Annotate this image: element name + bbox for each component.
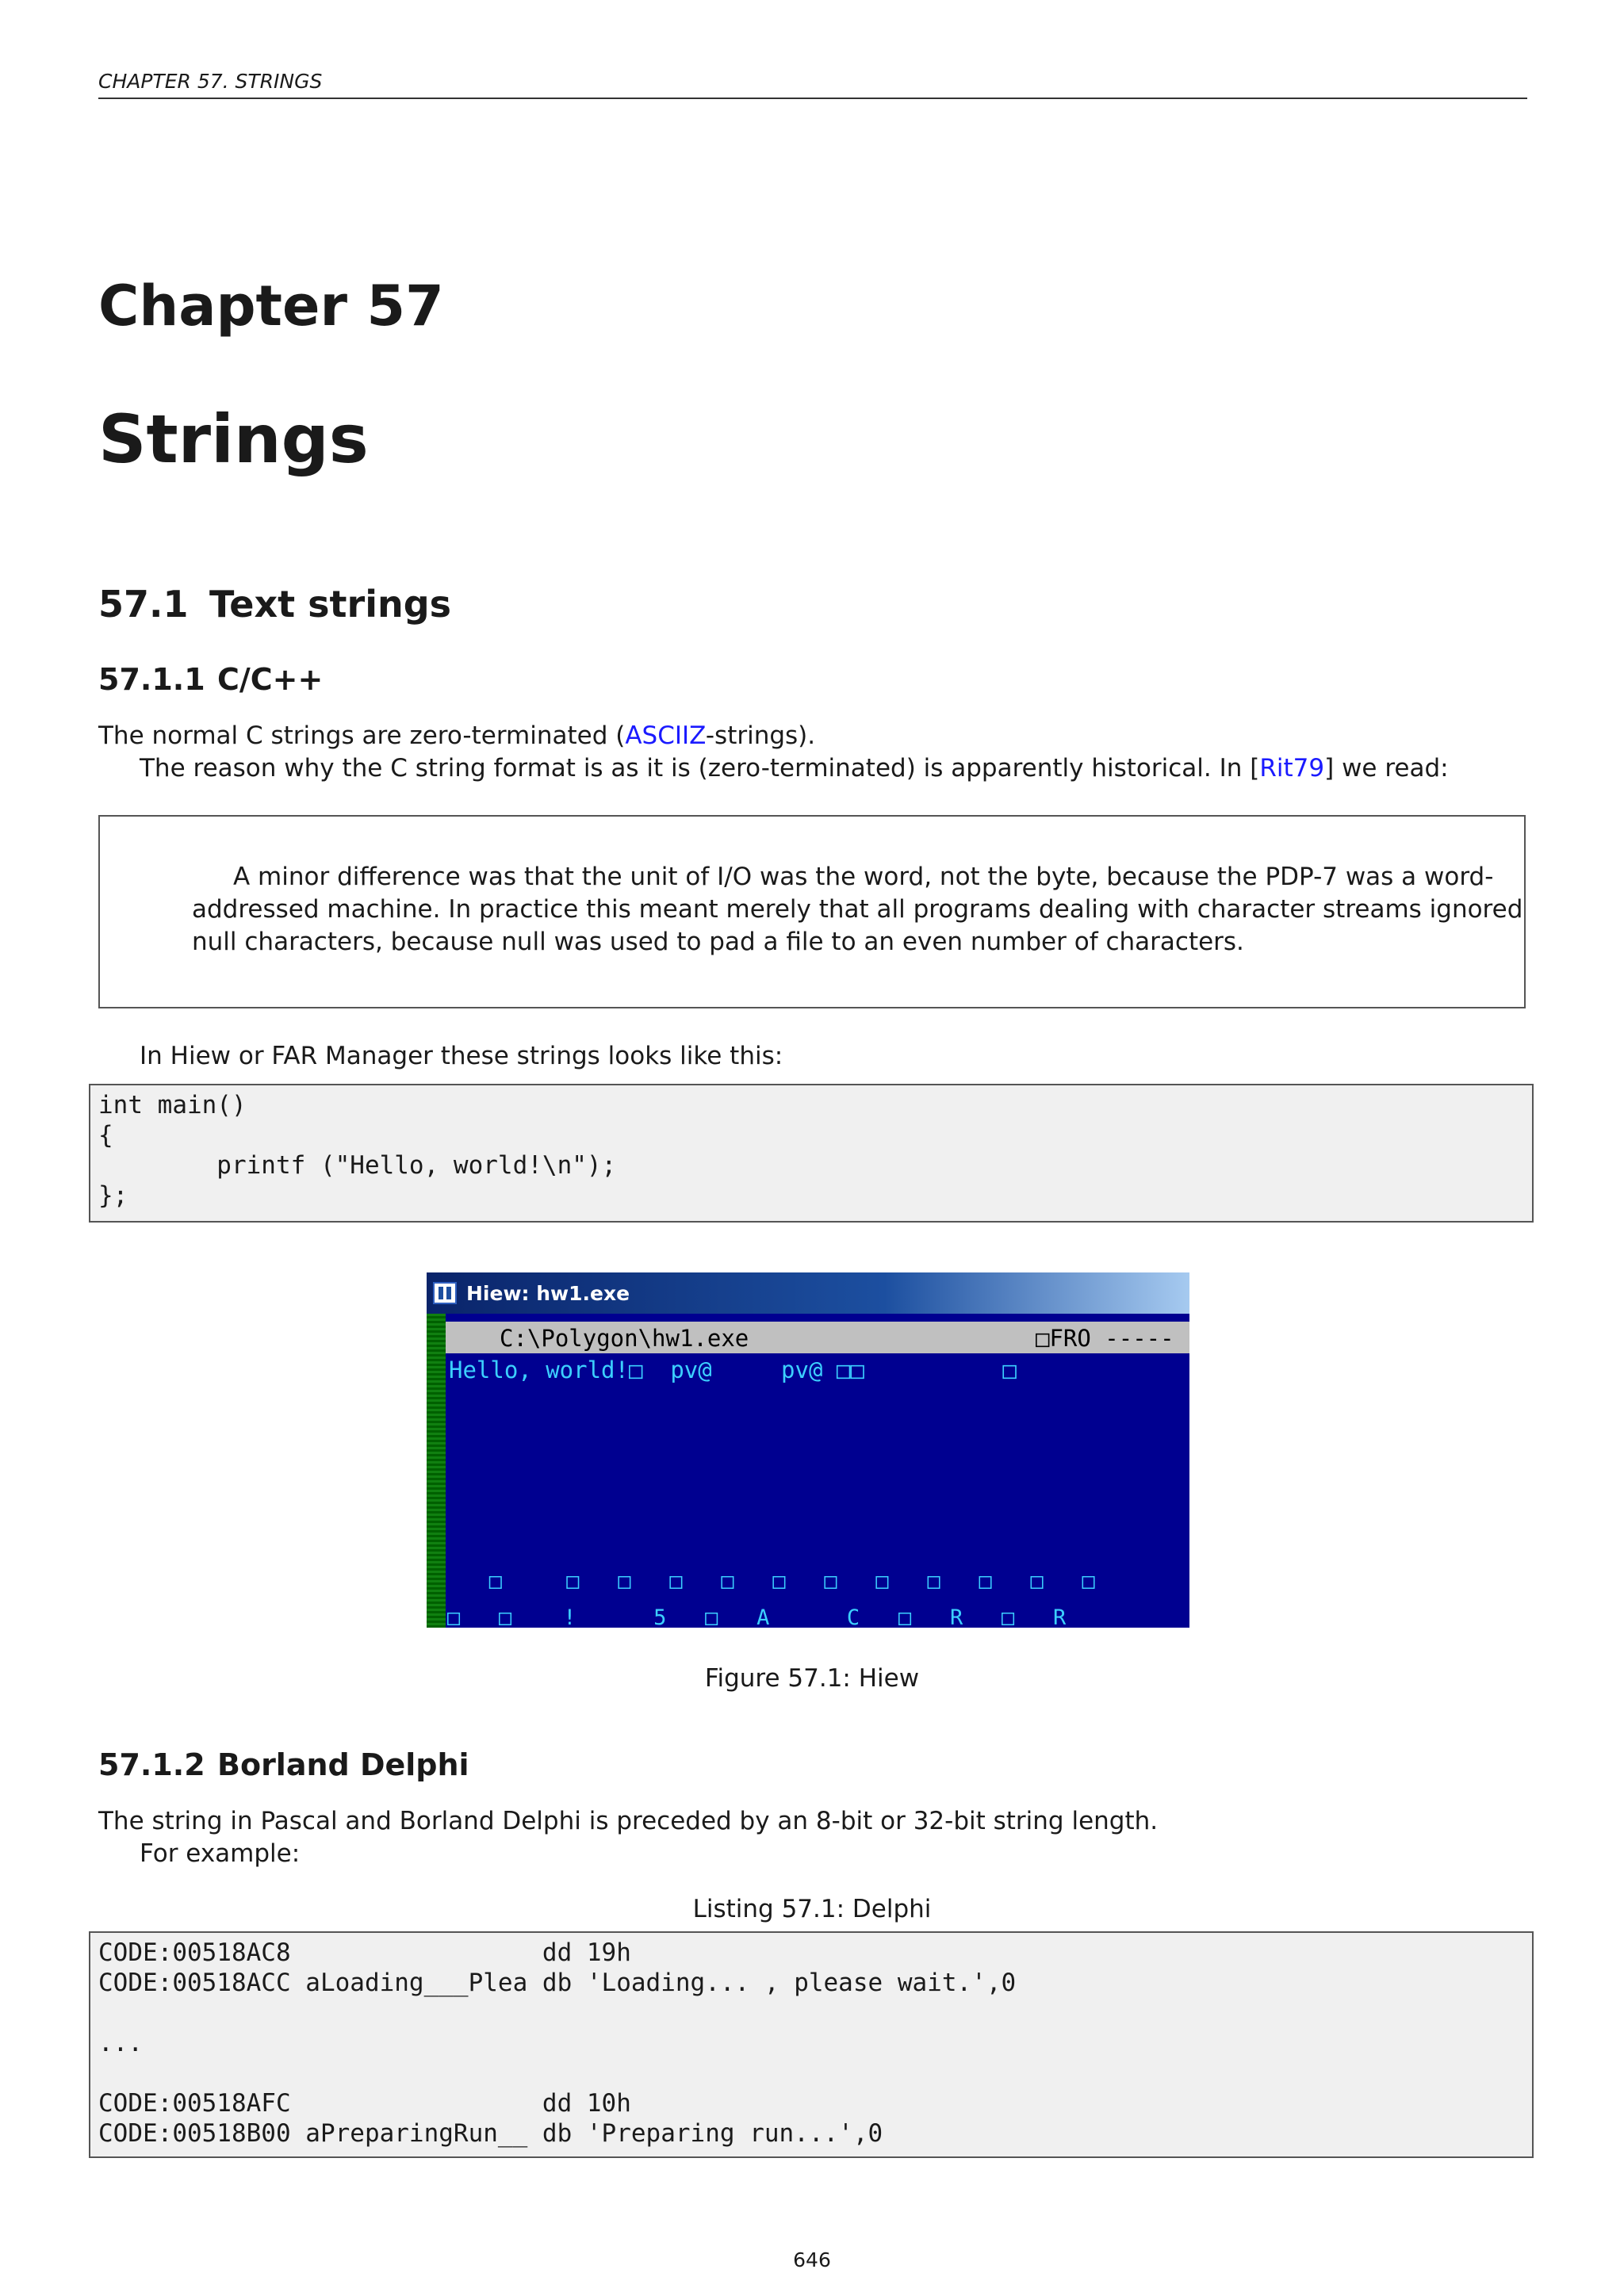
text: The normal C strings are zero-terminated (: [98, 721, 626, 750]
code-line: int main(): [98, 1091, 247, 1119]
subsection-number: 57.1.1: [98, 662, 205, 697]
subsection-title: Borland Delphi: [217, 1747, 469, 1782]
hiew-status-bar: [446, 1322, 1189, 1353]
code-line: printf ("Hello, world!\n");: [98, 1151, 617, 1180]
hiew-hello-line: Hello, world!□ pv@ pv@ □□ □: [449, 1357, 1017, 1383]
hiew-window-title: Hiew: hw1.exe: [466, 1282, 630, 1305]
text: ] we read:: [1324, 754, 1449, 783]
code-line: ...: [98, 2029, 143, 2057]
asciiz-link[interactable]: ASCIIZ: [625, 721, 706, 750]
page-number: 646: [793, 2248, 831, 2271]
chapter-label: Chapter 57: [98, 274, 444, 339]
hiew-glyph-row: □ □ □ □ □ □ □ □ □ □ □ □: [450, 1569, 1095, 1594]
hiew-screen: [446, 1314, 1189, 1628]
hiew-titlebar: [427, 1272, 1189, 1314]
listing-caption: Listing 57.1: Delphi: [692, 1895, 932, 1923]
code-line: CODE:00518AFC dd 10h: [98, 2089, 631, 2118]
code-line: {: [98, 1121, 113, 1150]
paragraph-asciiz: [98, 720, 1526, 752]
code-listing-delphi: [89, 1931, 1534, 2158]
subsection-number: 57.1.2: [98, 1747, 205, 1782]
code-line: CODE:00518B00 aPreparingRun__ db 'Preparing run...',0: [98, 2119, 883, 2148]
text: The reason why the C string format is as it is (zero-terminated) is apparently historical. In [: [140, 754, 1260, 783]
quote-box: [98, 815, 1526, 1008]
paragraph-hiew-intro: In Hiew or FAR Manager these strings looks like this:: [140, 1042, 783, 1070]
code-listing-c: [89, 1084, 1534, 1223]
hiew-app-icon: [433, 1282, 457, 1304]
hiew-mode-indicator: □FRO -----: [1036, 1325, 1174, 1352]
paragraph-history: [98, 752, 1526, 785]
subsection-heading-57-1-1: [98, 662, 323, 697]
section-heading-57-1: [98, 583, 451, 626]
section-number: 57.1: [98, 583, 189, 626]
section-title: Text strings: [209, 583, 452, 626]
hiew-file-path: C:\Polygon\hw1.exe: [500, 1325, 749, 1352]
hiew-screenshot: [427, 1272, 1189, 1628]
hiew-left-strip: [427, 1314, 446, 1628]
running-head: CHAPTER 57. STRINGS: [98, 70, 1527, 99]
chapter-title: Strings: [98, 400, 369, 478]
code-line: [98, 2058, 1524, 2088]
paragraph-pascal-strings: The string in Pascal and Borland Delphi is preceded by an 8-bit or 32-bit string length.: [98, 1807, 1159, 1835]
rit79-citation-link[interactable]: Rit79: [1259, 754, 1325, 783]
text: -strings).: [705, 721, 816, 750]
figure-caption: Figure 57.1: Hiew: [704, 1664, 920, 1693]
subsection-title: C/C++: [217, 662, 324, 697]
code-line: [98, 1998, 1524, 2028]
paragraph-for-example: For example:: [140, 1839, 301, 1868]
code-line: };: [98, 1181, 128, 1210]
hiew-glyph-row: □ □ ! 5 □ A C □ R □ R: [447, 1605, 1067, 1628]
code-line: CODE:00518ACC aLoading___Plea db 'Loading... , please wait.',0: [98, 1969, 1017, 1997]
code-line: CODE:00518AC8 dd 19h: [98, 1938, 631, 1967]
quote-text: A minor difference was that the unit of I/O was the word, not the byte, because the PDP-7 was a word-addressed machine. In practice this meant merely that all programs dealing with character streams ignored null characters, because null was used to pad a file to an even number of characters.: [192, 863, 1523, 956]
subsection-heading-57-1-2: [98, 1747, 469, 1782]
